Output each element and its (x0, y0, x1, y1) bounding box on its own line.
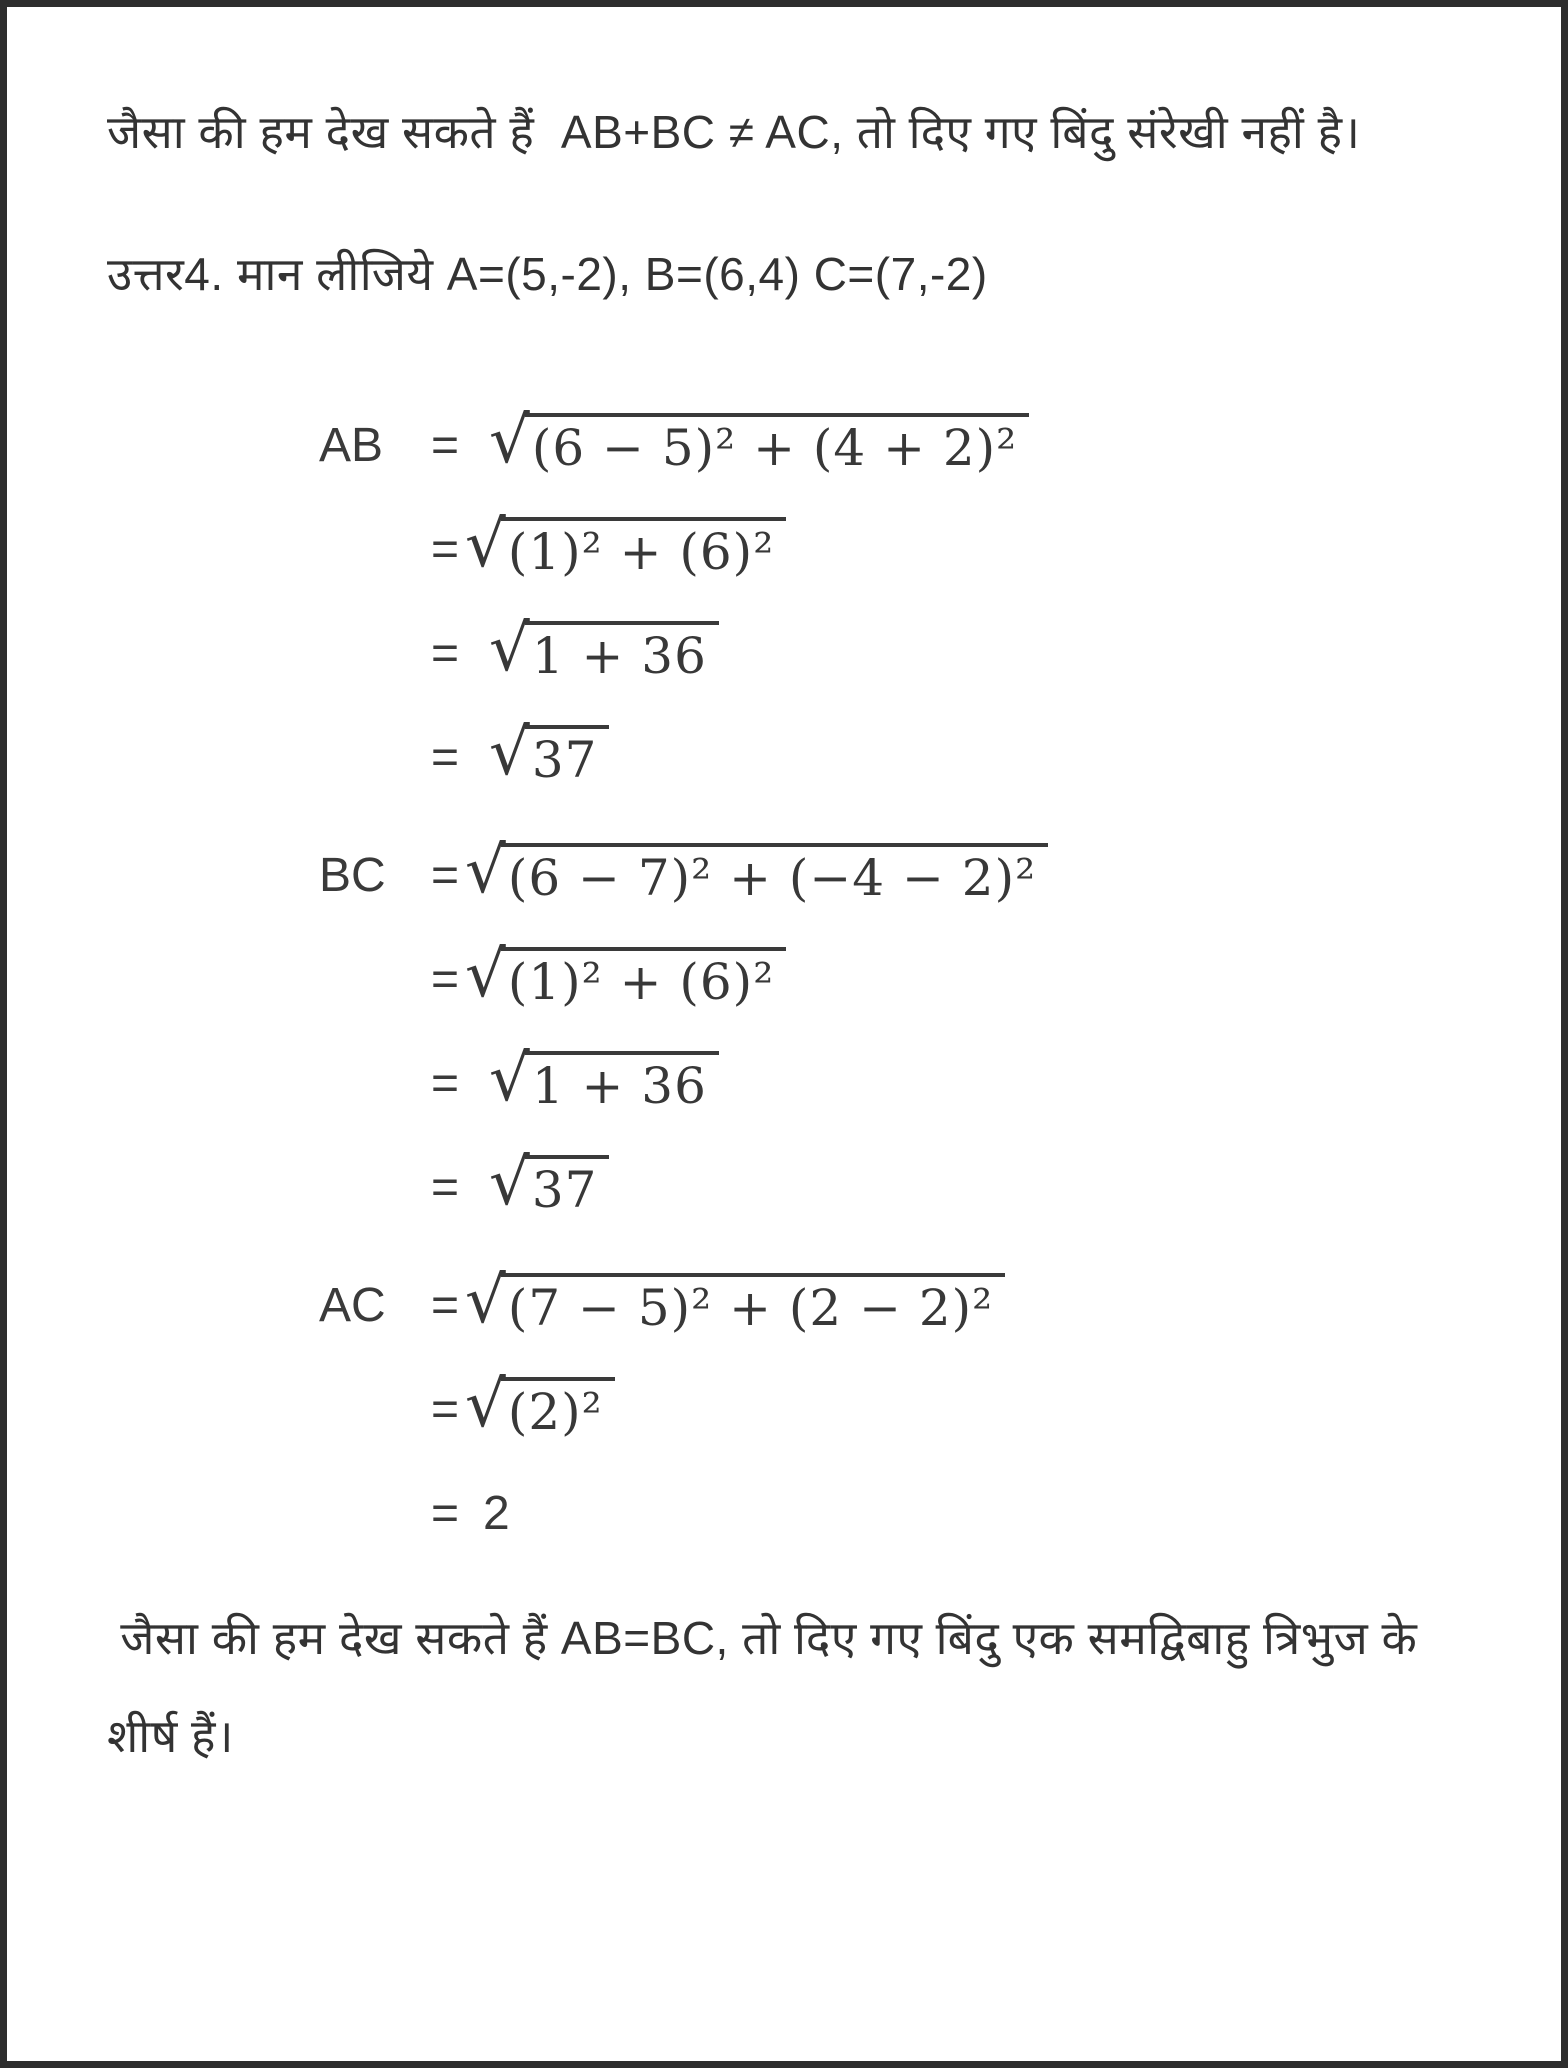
radicand: 37 (525, 1155, 610, 1220)
equation-row (319, 1461, 1473, 1565)
radicand: (1)² + (6)² (501, 947, 786, 1012)
equals-sign: = (431, 952, 460, 1006)
equation-row (319, 1253, 1473, 1357)
equals-sign: = (431, 626, 460, 680)
equation-row (319, 1357, 1473, 1461)
square-root-expression (489, 715, 609, 790)
equals-sign: = (431, 522, 460, 576)
equals-sign: = (431, 1056, 460, 1110)
para-isosceles-conclusion: जैसा की हम देख सकते हैं AB=BC, तो दिए गए बिंदु एक समद्विबाहु त्रिभुज के शीर्ष हैं। (107, 1612, 1458, 1762)
square-root-expression (465, 1367, 615, 1442)
equation-row (319, 601, 1473, 705)
radicand: (6 − 7)² + (−4 − 2)² (501, 843, 1048, 908)
radical-sign-icon: √ (489, 403, 530, 478)
equals-sign: = (431, 730, 460, 784)
square-root-expression (465, 507, 786, 582)
equals-sign: = (431, 1278, 460, 1332)
equation-result-value: 2 (483, 1486, 510, 1540)
equation-row (319, 705, 1473, 809)
square-root-expression (465, 1263, 1005, 1338)
radicand: 37 (525, 725, 610, 790)
radicand: (7 − 5)² + (2 − 2)² (501, 1273, 1005, 1338)
equals-sign: = (431, 1382, 460, 1436)
radical-sign-icon: √ (489, 1145, 530, 1220)
radical-sign-icon: √ (465, 1367, 506, 1442)
square-root-expression (489, 1041, 719, 1116)
radicand: (6 − 5)² + (4 + 2)² (525, 413, 1029, 478)
radical-sign-icon: √ (489, 715, 530, 790)
radicand: (1)² + (6)² (501, 517, 786, 582)
radical-sign-icon: √ (465, 507, 506, 582)
square-root-expression (489, 1145, 609, 1220)
equals-sign: = (431, 1160, 460, 1214)
radicand: (2)² (501, 1377, 615, 1442)
equals-sign: = (431, 418, 460, 472)
square-root-expression (489, 403, 1029, 478)
radicand: 1 + 36 (525, 1051, 719, 1116)
math-solution-block (319, 393, 1473, 1565)
radical-sign-icon: √ (465, 833, 506, 908)
equation-row (319, 927, 1473, 1031)
square-root-expression (465, 833, 1048, 908)
equation-row (319, 497, 1473, 601)
radical-sign-icon: √ (465, 1263, 506, 1338)
radicand: 1 + 36 (525, 621, 719, 686)
equals-sign: = (431, 848, 460, 902)
radical-sign-icon: √ (489, 1041, 530, 1116)
equation-label: AB (319, 418, 384, 472)
radical-sign-icon: √ (489, 611, 530, 686)
radical-sign-icon: √ (465, 937, 506, 1012)
equation-label: AC (319, 1278, 386, 1332)
square-root-expression (465, 937, 786, 1012)
para-answer4-given: उत्तर4. मान लीजिये A=(5,-2), B=(6,4) C=(7,-2) (107, 248, 988, 300)
equation-row (319, 1031, 1473, 1135)
equation-row (319, 823, 1473, 927)
equals-sign: = (431, 1486, 460, 1540)
square-root-expression (489, 611, 719, 686)
equation-row (319, 393, 1473, 497)
para-collinear-conclusion: जैसा की हम देख सकते हैं AB+BC ≠ AC, तो दिए गए बिंदु संरेखी नहीं है। (107, 106, 1361, 158)
equation-label: BC (319, 848, 386, 902)
equation-row (319, 1135, 1473, 1239)
